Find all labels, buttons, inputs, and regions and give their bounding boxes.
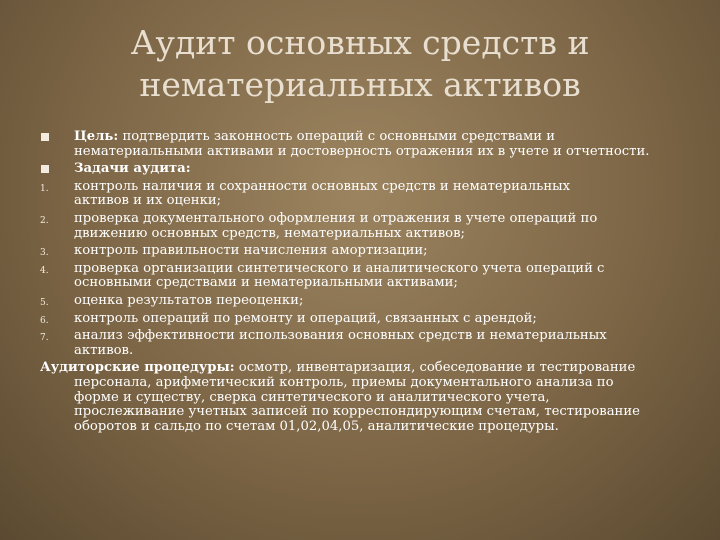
task-item	[40, 244, 682, 259]
task-item	[40, 262, 682, 291]
procedures-label: Аудиторские процедуры:	[40, 360, 235, 376]
task-text: оценка результатов переоценки;	[74, 292, 304, 308]
task-number: 2.	[40, 215, 49, 226]
slide-content	[40, 130, 682, 437]
task-number: 5.	[40, 297, 49, 308]
procedures-text: осмотр, инвентаризация, собеседование и тестирование	[234, 360, 636, 376]
task-number: 7.	[40, 333, 49, 344]
task-text: контроль правильности начисления амортизации;	[74, 243, 428, 259]
task-number: 1.	[40, 183, 49, 194]
title-line-2: нематериальных активов	[139, 65, 581, 104]
procedures-text-cont: форме и существу, сверка синтетического и аналитического учета,	[74, 389, 550, 405]
task-item	[40, 212, 682, 241]
task-text: контроль операций по ремонту и операций, связанных с арендой;	[74, 310, 537, 326]
procedures-text-cont: оборотов и сальдо по счетам 01,02,04,05, аналитические процедуры.	[74, 418, 559, 434]
task-item	[40, 329, 682, 358]
task-text: контроль наличия и сохранности основных средств и нематериальных	[74, 178, 571, 194]
goal-text: подтвердить законность операций с основными средствами и	[118, 129, 556, 144]
task-text-cont: активов.	[74, 342, 134, 358]
task-number: 3.	[40, 248, 49, 259]
procedures-text-cont: прослеживание учетных записей по корреспондирующим счетам, тестирование	[74, 404, 640, 420]
task-number: 4.	[40, 265, 49, 276]
task-text-cont: движению основных средств, нематериальных активов;	[74, 225, 465, 241]
task-text: проверка документального оформления и отражения в учете операций по	[74, 210, 598, 226]
title-line-1: Аудит основных средств и	[130, 23, 590, 62]
task-text-cont: основными средствами и нематериальными активами;	[74, 275, 458, 291]
task-text: проверка организации синтетического и аналитического учета операций с	[74, 260, 605, 276]
procedures-paragraph	[40, 361, 682, 434]
goal-text-cont: нематериальными активами и достоверность отражения их в учете и отчетности.	[74, 143, 650, 159]
task-number: 6.	[40, 315, 49, 326]
goal-item	[40, 130, 682, 159]
task-text: анализ эффективности использования основных средств и нематериальных	[74, 328, 607, 344]
task-text-cont: активов и их оценки;	[74, 193, 222, 209]
task-item	[40, 180, 682, 209]
tasks-item	[40, 162, 682, 177]
goal-label: Цель:	[74, 129, 119, 144]
task-item	[40, 312, 682, 327]
procedures-text-cont: персонала, арифметический контроль, приемы документального анализа по	[74, 374, 614, 390]
tasks-label: Задачи аудита:	[74, 161, 191, 177]
task-item	[40, 294, 682, 309]
slide-title	[100, 22, 620, 106]
